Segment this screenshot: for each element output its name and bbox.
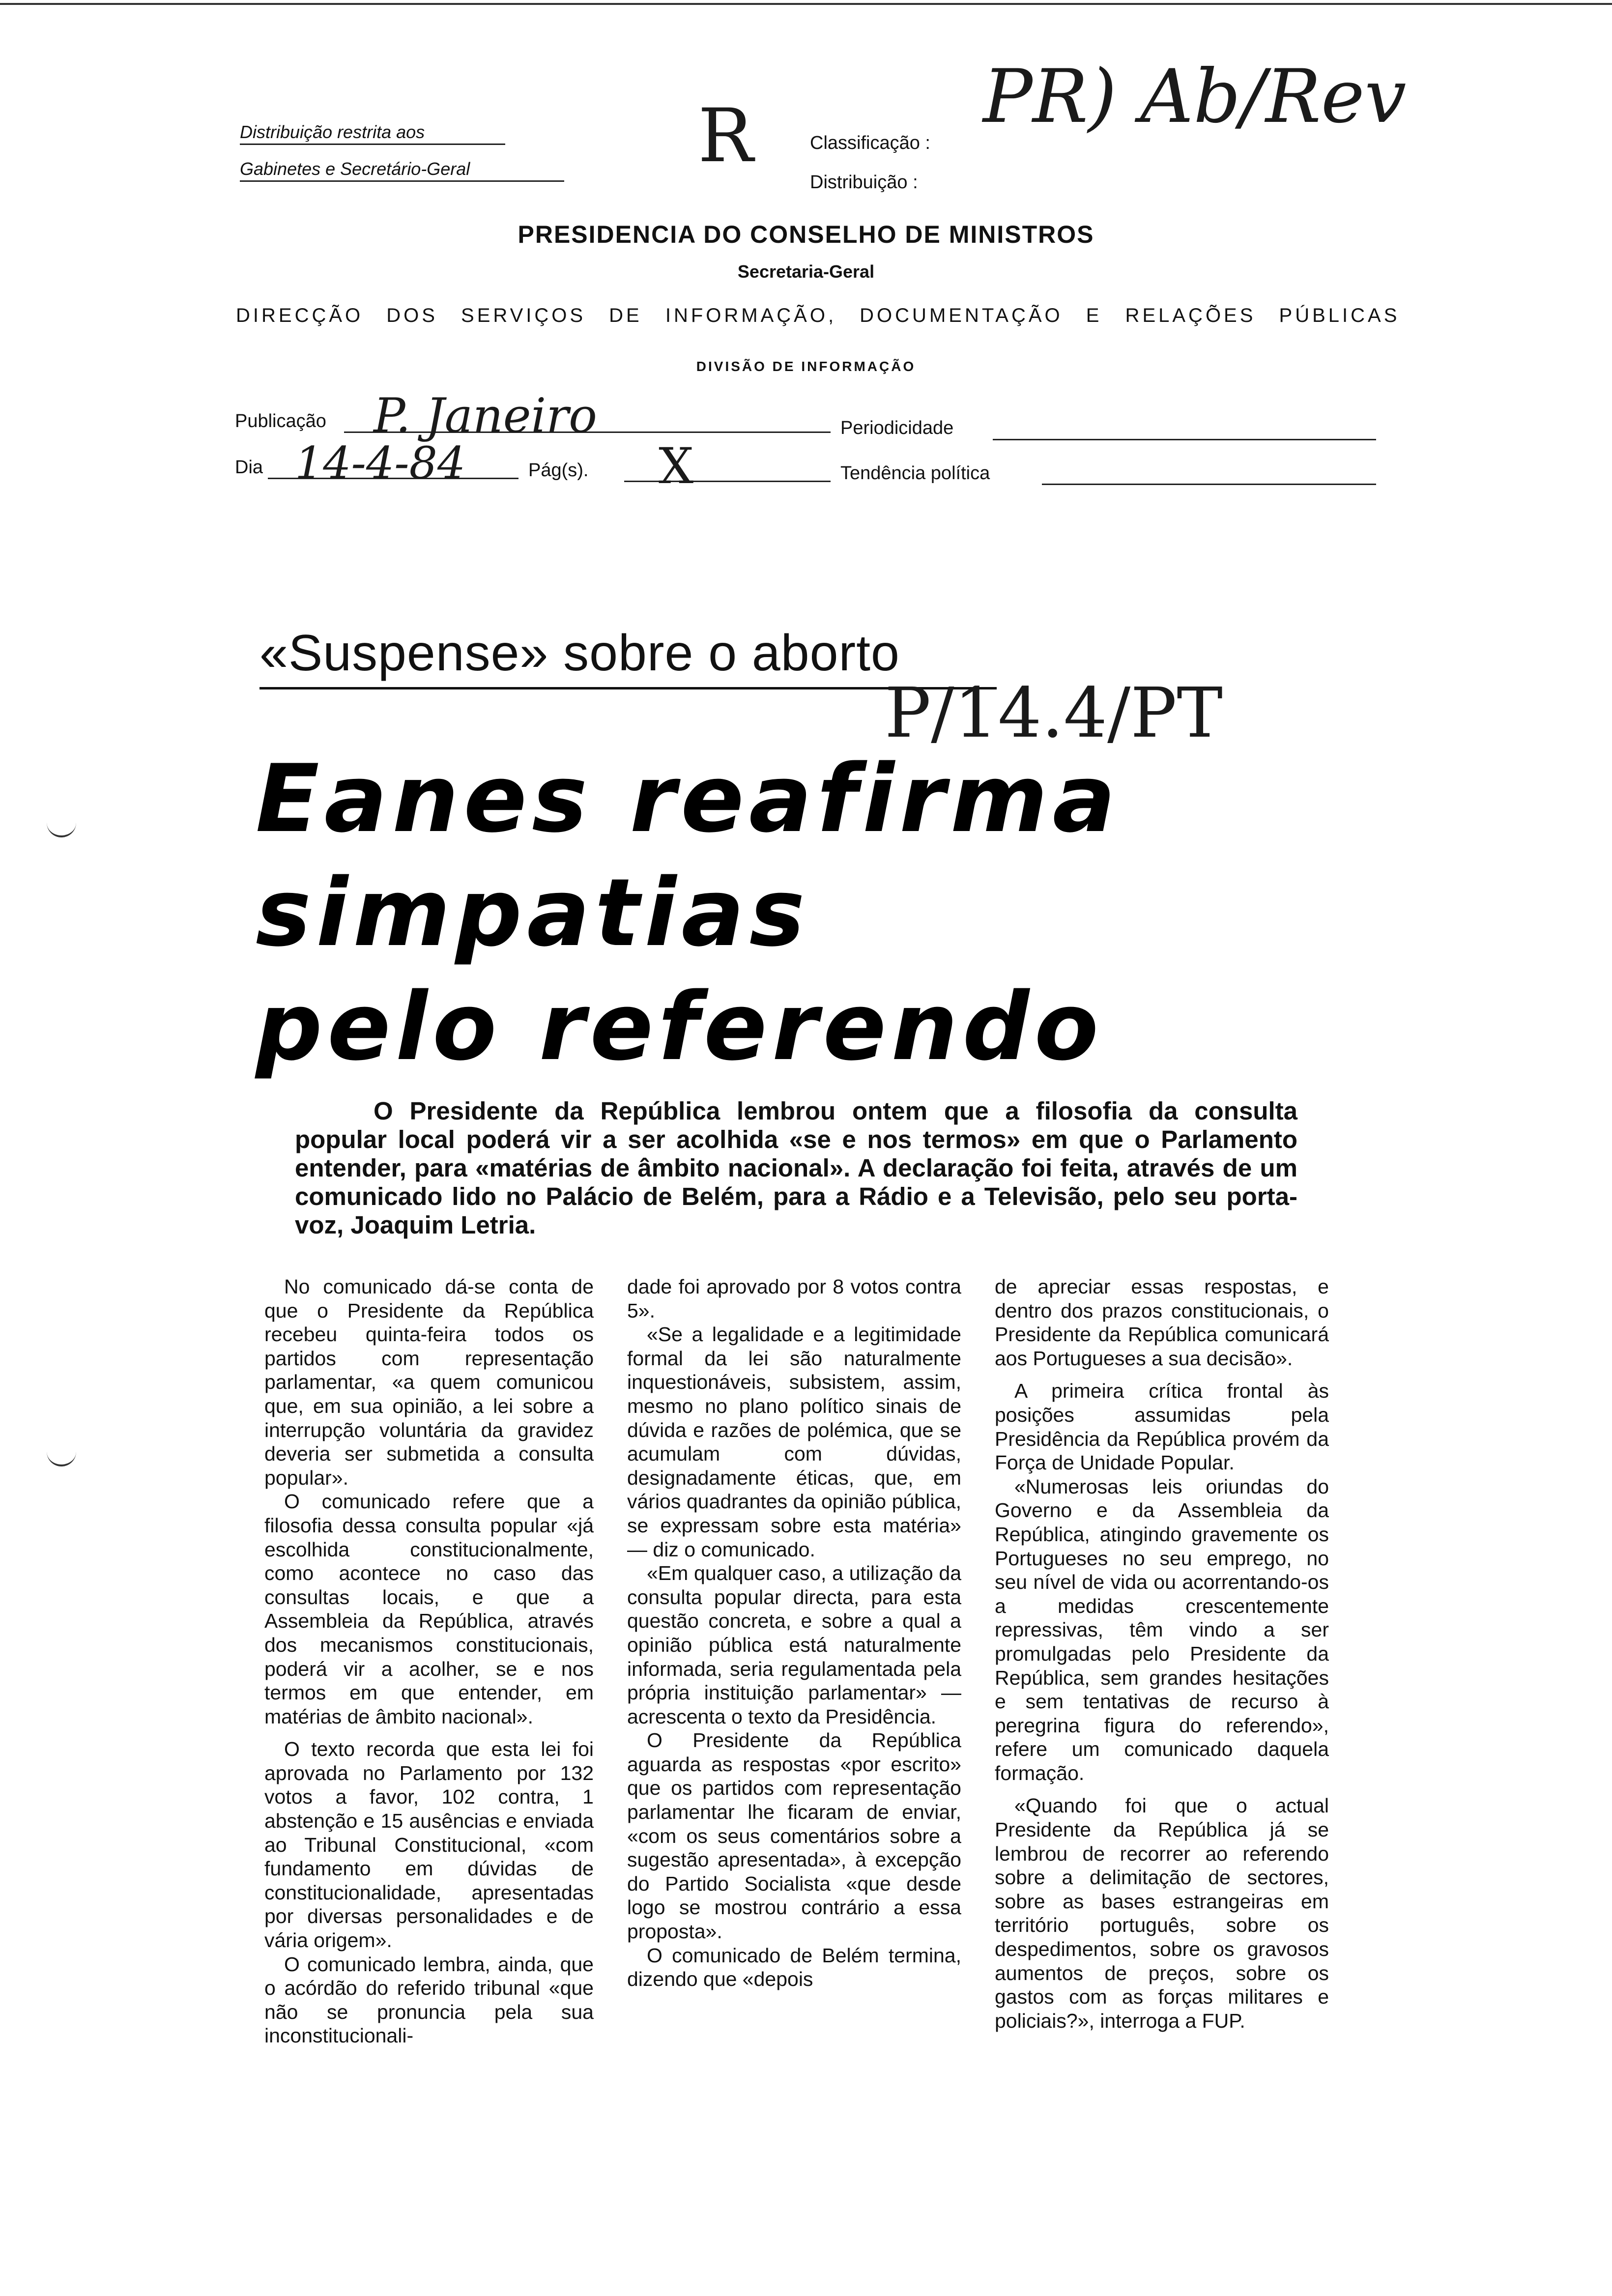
col3-paragraph-4: «Quando foi que o actual Presidente da República já se lembrou de recorrer ao referendo sobre a delimitação de sectores, sobre as bases estrangeiras em território português, sobre os despedimentos, sobre os gravosos aumentos de preços, sobre os gastos com as forças militares e policiais?», interroga a FUP.	[995, 1794, 1329, 2032]
division: DIVISÃO DE INFORMAÇÃO	[696, 359, 916, 374]
lead-text: O Presidente da República lembrou ontem que a filosofia da consulta popular local poderá vir a ser acolhida «se e nos termos» em que o Parlamento entender, para «matérias de âmbito nacional». A declaração foi feita, através de um comunicado lido no Palácio de Belém, para a Rádio e a Televisão, pelo seu porta-voz, Joaquim Letria.	[295, 1097, 1297, 1239]
col3-paragraph-3: «Numerosas leis oriundas do Governo e da Assembleia da República, atingindo gravemente os Portugueses no seu emprego, no seu nível de vida ou acorrentando-os a medidas crescentemente repressivas, têm vindo a ser promulgadas pelo Presidente da República, sem grandes hesitações e sem tentativas de recurso à peregrina figura do referendo», refere um comunicado daquela formação.	[995, 1475, 1329, 1784]
directorate: DIRECÇÃO DOS SERVIÇOS DE INFORMAÇÃO, DOCUMENTAÇÃO E RELAÇÕES PÚBLICAS	[236, 305, 1400, 326]
col2-paragraph-1: dade foi aprovado por 8 votos contra 5».	[627, 1275, 961, 1322]
periodicity-label: Periodicidade	[840, 418, 954, 438]
distribution-note-line1: Distribuição restrita aos	[240, 122, 505, 145]
handwritten-classification: PR) Ab/Rev	[983, 54, 1407, 140]
org-subtitle: Secretaria-Geral	[737, 261, 875, 282]
org-title: PRESIDENCIA DO CONSELHO DE MINISTROS	[518, 221, 1094, 248]
periodicity-line	[993, 439, 1376, 440]
handwritten-mark: R	[698, 93, 753, 179]
article-column-2	[627, 1275, 961, 1991]
headline-line-3: pelo referendo	[256, 973, 1104, 1081]
political-label: Tendência política	[840, 463, 990, 484]
col1-paragraph-1: No comunicado dá-se conta de que o Presidente da República recebeu quinta-feira todos os partidos com representação parlamentar, «a quem comunicou que, em sua opinião, a lei sobre a interrupção voluntária da gravidez deveria ser submetida a consulta popular».	[264, 1275, 594, 1489]
margin-mark-1	[47, 821, 76, 837]
col1-paragraph-3: O texto recorda que esta lei foi aprovada no Parlamento por 132 votos a favor, 102 contra, 1 abstenção e 15 ausências e enviada ao Tribunal Constitucional, «com fundamento em dúvidas de constitucionalidade, apresentadas por diversas personalidades e de vária origem».	[264, 1738, 594, 1952]
headline-line-2: simpatias	[256, 859, 810, 967]
day-value: 14-4-84	[295, 437, 466, 489]
article-kicker: «Suspense» sobre o aborto	[259, 625, 900, 682]
classification-label: Classificação :	[810, 133, 930, 153]
distribution-label: Distribuição :	[810, 172, 918, 193]
col3-paragraph-2: A primeira crítica frontal às posições assumidas pela Presidência da República provém da Força de Unidade Popular.	[995, 1379, 1329, 1474]
col2-paragraph-3: «Em qualquer caso, a utilização da consulta popular directa, para esta questão concreta, e sobre a qual a opinião pública está naturalmente informada, seria regulamentada pela própria instituição parlamentar» — acrescenta o texto da Presidência.	[627, 1562, 961, 1728]
political-line	[1042, 484, 1376, 485]
headline-line-1: Eanes reafirma	[256, 745, 1121, 853]
article-column-3	[995, 1275, 1329, 2033]
col2-paragraph-5: O comunicado de Belém termina, dizendo que «depois	[627, 1944, 961, 1991]
col1-paragraph-4: O comunicado lembra, ainda, que o acórdão do referido tribunal «que não se pronuncia pela sua inconstitucionali-	[264, 1952, 594, 2047]
handwritten-note: P/14.4/PT	[885, 673, 1223, 753]
pages-label: Pág(s).	[528, 460, 589, 481]
day-label: Dia	[235, 457, 263, 478]
col2-paragraph-4: O Presidente da República aguarda as respostas «por escrito» que os partidos com representação parlamentar lhe ficaram de enviar, «com os seus comentários sobre a sugestão apresentada», à excepção do Partido Socialista «que desde logo se mostrou contrário a essa proposta».	[627, 1729, 961, 1943]
distribution-note-line2: Gabinetes e Secretário-Geral	[240, 159, 564, 182]
article-column-1	[264, 1275, 594, 2048]
publication-value: P. Janeiro	[374, 388, 597, 443]
publication-label: Publicação	[235, 411, 326, 431]
pages-line	[624, 481, 831, 482]
col3-paragraph-1: de apreciar essas respostas, e dentro dos prazos constitucionais, o Presidente da República comunicará aos Portugueses a sua decisão».	[995, 1275, 1329, 1370]
col1-paragraph-2: O comunicado refere que a filosofia dessa consulta popular «já escolhida constitucionalmente, como acontece no caso das consultas locais, e que a Assembleia da República, através dos mecanismos constitucionais, poderá vir a acolher, se e nos termos em que entender, em matérias de âmbito nacional».	[264, 1490, 594, 1728]
col2-paragraph-2: «Se a legalidade e a legitimidade formal da lei são naturalmente inquestionáveis, subsistem, assim, mesmo no plano político sinais de dúvida e razões de polémica, que se acumulam com dúvidas, designadamente éticas, que, em vários quadrantes da opinião pública, se expressam sobre esta matéria» — diz o comunicado.	[627, 1323, 961, 1561]
margin-mark-2	[47, 1450, 76, 1466]
distribution-note	[240, 122, 564, 182]
article-lead	[295, 1097, 1297, 1239]
scan-top-border	[0, 3, 1612, 5]
article-headline	[256, 742, 1121, 1084]
pages-value: X	[659, 437, 694, 495]
